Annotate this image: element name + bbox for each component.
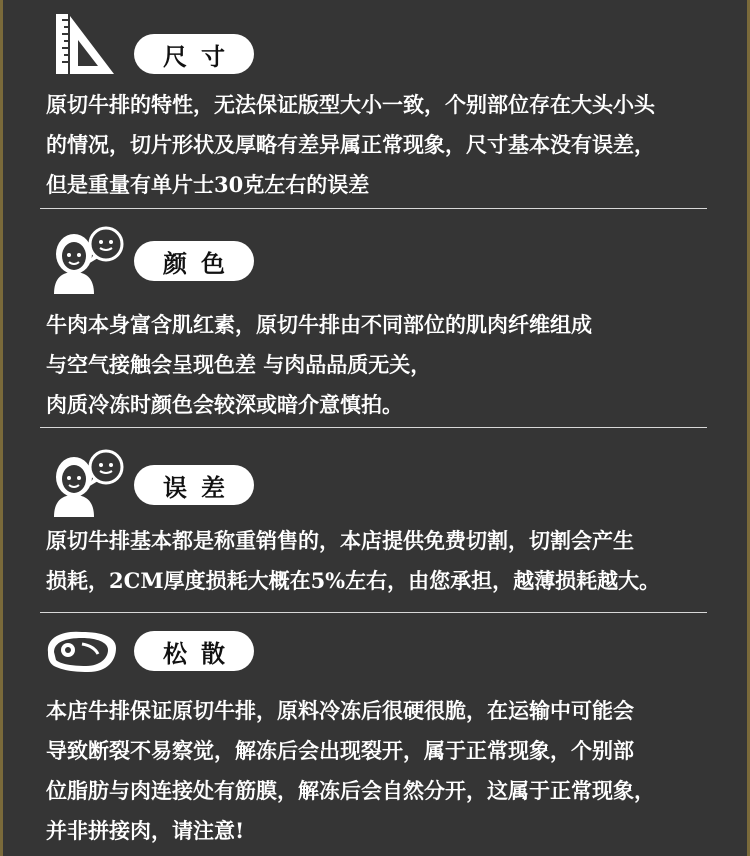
- section-title-loose: 松散: [134, 631, 254, 671]
- text-line: 本店牛排保证原切牛排，原料冷冻后很硬很脆，在运输中可能会: [46, 698, 634, 723]
- section-title-error: 误差: [134, 465, 254, 505]
- section-text-color: [46, 305, 736, 425]
- text-line: 损耗，2CM厚度损耗大概在5%左右，由您承担，越薄损耗越大。: [46, 568, 661, 593]
- section-divider: [40, 208, 707, 209]
- text-line: 导致断裂不易察觉，解冻后会出现裂开，属于正常现象，个别部: [46, 738, 634, 763]
- frame-left-border: [0, 0, 3, 856]
- section-divider: [40, 612, 707, 613]
- text-line: 肉质冷冻时颜色会较深或暗介意慎拍。: [46, 392, 403, 417]
- person-speech-icon: [50, 226, 126, 296]
- text-line: 但是重量有单片士30克左右的误差: [46, 172, 370, 197]
- text-line: 原切牛排基本都是称重销售的，本店提供免费切割，切割会产生: [46, 528, 634, 553]
- text-line: 并非拼接肉，请注意!: [46, 818, 245, 843]
- text-line: 牛肉本身富含肌红素，原切牛排由不同部位的肌肉纤维组成: [46, 312, 592, 337]
- text-line: 的情况，切片形状及厚略有差异属正常现象，尺寸基本没有误差，: [46, 132, 655, 157]
- section-divider: [40, 427, 707, 428]
- section-text-size: [46, 85, 736, 205]
- section-text-loose: [46, 691, 736, 851]
- section-title-color: 颜色: [134, 241, 254, 281]
- text-line: 原切牛排的特性，无法保证版型大小一致，个别部位存在大头小头: [46, 92, 655, 117]
- section-title-size: 尺寸: [134, 34, 254, 74]
- person-speech-icon: [50, 449, 126, 519]
- ruler-triangle-icon: [54, 12, 116, 76]
- steak-icon: [42, 626, 120, 676]
- section-text-error: [46, 521, 736, 601]
- text-line: 与空气接触会呈现色差 与肉品品质无关，: [46, 352, 432, 377]
- text-line: 位脂肪与肉连接处有筋膜，解冻后会自然分开，这属于正常现象，: [46, 778, 655, 803]
